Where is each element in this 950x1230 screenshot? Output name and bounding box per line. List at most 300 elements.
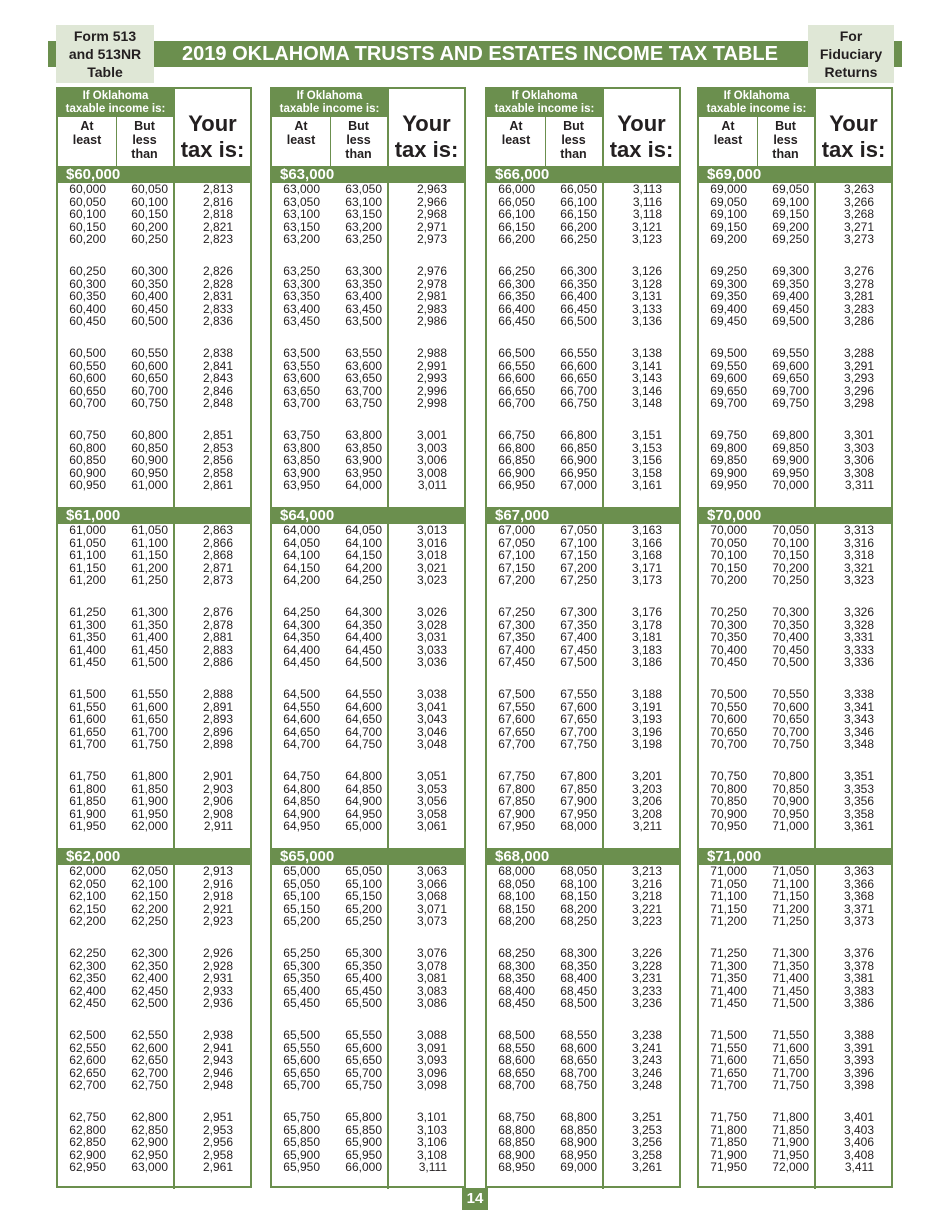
tax-value: 3,231 xyxy=(631,971,662,986)
tax-value: 3,391 xyxy=(843,1040,874,1055)
table-row xyxy=(272,524,464,537)
table-row xyxy=(272,233,464,246)
tax-value: 2,888 xyxy=(202,687,233,701)
but-less-than-value: 60,550 xyxy=(131,346,168,360)
but-less-than-value: 68,150 xyxy=(560,889,597,904)
at-least-value: 70,200 xyxy=(710,573,747,588)
at-least-value: 62,750 xyxy=(69,1110,106,1124)
but-less-than-value: 63,850 xyxy=(345,440,382,455)
but-less-than-value: 67,500 xyxy=(560,655,597,670)
at-least-value: 60,800 xyxy=(69,440,106,455)
tax-value: 3,058 xyxy=(416,806,447,821)
label-line: If Oklahoma xyxy=(82,90,149,102)
at-least-value: 61,400 xyxy=(69,642,106,657)
at-least-value: 64,500 xyxy=(283,687,320,701)
at-least-value: 70,400 xyxy=(710,642,747,657)
tax-value: 2,961 xyxy=(202,1160,233,1175)
row-group xyxy=(699,183,891,265)
table-row xyxy=(272,865,464,878)
label-line: least xyxy=(501,133,531,147)
but-less-than-value: 66,700 xyxy=(560,383,597,398)
tax-value: 3,033 xyxy=(416,642,447,657)
at-least-value: 61,950 xyxy=(69,819,106,834)
but-less-than-value: 60,950 xyxy=(131,465,168,480)
but-less-than-header xyxy=(757,119,814,161)
row-group xyxy=(487,1029,679,1111)
but-less-than-value: 64,300 xyxy=(345,605,382,619)
tax-value: 3,301 xyxy=(843,428,874,442)
but-less-than-value: 65,750 xyxy=(345,1078,382,1093)
table-row xyxy=(699,972,891,985)
but-less-than-value: 68,700 xyxy=(560,1065,597,1080)
at-least-value: 69,450 xyxy=(710,314,747,329)
but-less-than-value: 69,700 xyxy=(772,383,809,398)
table-row xyxy=(699,1111,891,1124)
table-row xyxy=(699,656,891,669)
fiduciary-label xyxy=(808,25,894,83)
at-least-value: 64,850 xyxy=(283,794,320,809)
table-row xyxy=(699,454,891,467)
at-least-value: 61,750 xyxy=(69,769,106,783)
table-row xyxy=(487,631,679,644)
but-less-than-value: 69,000 xyxy=(560,1160,597,1175)
tax-value: 3,218 xyxy=(631,889,662,904)
but-less-than-value: 60,150 xyxy=(131,207,168,222)
but-less-than-value: 67,650 xyxy=(560,712,597,727)
tax-value: 3,341 xyxy=(843,699,874,714)
at-least-value: 61,300 xyxy=(69,617,106,632)
tax-value: 3,408 xyxy=(843,1147,874,1162)
at-least-value: 68,050 xyxy=(498,876,535,891)
tax-value: 3,091 xyxy=(416,1040,447,1055)
table-row xyxy=(487,1054,679,1067)
label-line: taxable income is: xyxy=(65,103,166,115)
but-less-than-value: 65,550 xyxy=(345,1028,382,1042)
row-group xyxy=(272,606,464,688)
but-less-than-value: 61,050 xyxy=(131,523,168,537)
table-row xyxy=(272,820,464,833)
at-least-value: 67,350 xyxy=(498,630,535,645)
but-less-than-value: 61,400 xyxy=(131,630,168,645)
at-least-value: 63,450 xyxy=(283,314,320,329)
tax-value: 3,061 xyxy=(416,819,447,834)
at-least-value: 67,400 xyxy=(498,642,535,657)
but-less-than-value: 61,150 xyxy=(131,548,168,563)
at-least-value: 69,250 xyxy=(710,264,747,278)
form-label-line: Form 513 xyxy=(73,28,137,44)
tax-value: 3,203 xyxy=(631,781,662,796)
tax-value: 3,233 xyxy=(631,983,662,998)
but-less-than-value: 65,000 xyxy=(345,819,382,834)
income-band-heading: $68,000 xyxy=(487,848,679,865)
at-least-value: 65,400 xyxy=(283,983,320,998)
but-less-than-value: 61,200 xyxy=(131,560,168,575)
row-group xyxy=(58,347,250,429)
oklahoma-income-label xyxy=(58,89,173,117)
table-row xyxy=(487,997,679,1010)
tax-value: 2,906 xyxy=(202,794,233,809)
but-less-than-value: 71,750 xyxy=(772,1078,809,1093)
row-group xyxy=(272,524,464,606)
but-less-than-value: 71,950 xyxy=(772,1147,809,1162)
tax-value: 2,931 xyxy=(202,971,233,986)
table-row xyxy=(487,233,679,246)
but-less-than-value: 70,350 xyxy=(772,617,809,632)
at-least-value: 60,250 xyxy=(69,264,106,278)
table-row xyxy=(272,688,464,701)
label-line: taxable income is: xyxy=(494,103,595,115)
at-least-value: 62,200 xyxy=(69,914,106,929)
at-least-value: 60,850 xyxy=(69,453,106,468)
but-less-than-value: 67,200 xyxy=(560,560,597,575)
at-least-value: 62,400 xyxy=(69,983,106,998)
but-less-than-value: 60,300 xyxy=(131,264,168,278)
at-least-value: 62,800 xyxy=(69,1122,106,1137)
at-least-value: 69,400 xyxy=(710,301,747,316)
tax-value: 3,241 xyxy=(631,1040,662,1055)
tax-value: 3,121 xyxy=(631,219,662,234)
tax-value: 3,371 xyxy=(843,901,874,916)
but-less-than-value: 65,900 xyxy=(345,1135,382,1150)
tax-value: 3,376 xyxy=(843,946,874,960)
tax-value: 3,251 xyxy=(631,1110,662,1124)
at-least-value: 61,650 xyxy=(69,724,106,739)
at-least-value: 60,300 xyxy=(69,276,106,291)
at-least-value: 65,550 xyxy=(283,1040,320,1055)
table-row xyxy=(272,972,464,985)
at-least-value: 65,050 xyxy=(283,876,320,891)
at-least-value: 67,250 xyxy=(498,605,535,619)
tax-value: 3,028 xyxy=(416,617,447,632)
at-least-value: 67,150 xyxy=(498,560,535,575)
but-less-than-value: 63,600 xyxy=(345,358,382,373)
but-less-than-value: 70,400 xyxy=(772,630,809,645)
tax-value: 2,831 xyxy=(202,289,233,304)
at-least-value: 67,200 xyxy=(498,573,535,588)
but-less-than-value: 64,900 xyxy=(345,794,382,809)
but-less-than-value: 68,550 xyxy=(560,1028,597,1042)
row-group xyxy=(699,1111,891,1193)
at-least-value: 62,450 xyxy=(69,996,106,1011)
table-row xyxy=(487,549,679,562)
but-less-than-value: 70,850 xyxy=(772,781,809,796)
tax-value: 3,321 xyxy=(843,560,874,575)
form-label-line: Table xyxy=(87,64,123,80)
but-less-than-value: 68,250 xyxy=(560,914,597,929)
but-less-than-value: 68,650 xyxy=(560,1053,597,1068)
but-less-than-value: 64,850 xyxy=(345,781,382,796)
but-less-than-value: 65,950 xyxy=(345,1147,382,1162)
tax-value: 3,206 xyxy=(631,794,662,809)
at-least-value: 68,650 xyxy=(498,1065,535,1080)
at-least-value: 68,900 xyxy=(498,1147,535,1162)
but-less-than-value: 64,200 xyxy=(345,560,382,575)
at-least-value: 62,650 xyxy=(69,1065,106,1080)
but-less-than-value: 71,050 xyxy=(772,864,809,878)
but-less-than-value: 61,500 xyxy=(131,655,168,670)
but-less-than-value: 66,550 xyxy=(560,346,597,360)
table-row xyxy=(272,183,464,196)
form-label-line: and 513NR xyxy=(68,46,142,62)
tax-value: 3,316 xyxy=(843,535,874,550)
form-label xyxy=(56,25,154,83)
but-less-than-value: 64,750 xyxy=(345,737,382,752)
but-less-than-value: 60,250 xyxy=(131,232,168,247)
at-least-value: 67,700 xyxy=(498,737,535,752)
row-group xyxy=(699,688,891,770)
but-less-than-value: 62,850 xyxy=(131,1122,168,1137)
tax-value: 3,131 xyxy=(631,289,662,304)
at-least-value: 71,350 xyxy=(710,971,747,986)
table-row xyxy=(699,770,891,783)
at-least-value: 70,850 xyxy=(710,794,747,809)
tax-value: 3,051 xyxy=(416,769,447,783)
at-least-value: 71,450 xyxy=(710,996,747,1011)
but-less-than-value: 64,000 xyxy=(345,478,382,493)
row-group xyxy=(487,183,679,265)
but-less-than-value: 70,700 xyxy=(772,724,809,739)
tax-value: 2,841 xyxy=(202,358,233,373)
tax-value: 2,913 xyxy=(202,864,233,878)
tax-value: 3,328 xyxy=(843,617,874,632)
at-least-value: 65,250 xyxy=(283,946,320,960)
at-least-value: 66,250 xyxy=(498,264,535,278)
label-line: than xyxy=(772,147,799,161)
but-less-than-value: 66,000 xyxy=(345,1160,382,1175)
but-less-than-value: 65,850 xyxy=(345,1122,382,1137)
at-least-value: 67,450 xyxy=(498,655,535,670)
income-band-section xyxy=(272,865,464,1189)
but-less-than-value: 67,550 xyxy=(560,687,597,701)
table-row xyxy=(58,574,250,587)
tax-value: 3,001 xyxy=(416,428,447,442)
tax-value: 3,336 xyxy=(843,655,874,670)
table-row xyxy=(58,795,250,808)
income-band-section xyxy=(487,524,679,848)
at-least-value: 68,000 xyxy=(498,864,535,878)
at-least-value: 61,600 xyxy=(69,712,106,727)
row-group xyxy=(699,1029,891,1111)
your-tax-header xyxy=(389,111,464,163)
row-group xyxy=(699,429,891,511)
but-less-than-value: 71,550 xyxy=(772,1028,809,1042)
at-least-value: 63,250 xyxy=(283,264,320,278)
table-row xyxy=(699,738,891,751)
but-less-than-value: 68,450 xyxy=(560,983,597,998)
tax-value: 3,038 xyxy=(416,687,447,701)
but-less-than-value: 62,350 xyxy=(131,958,168,973)
but-less-than-value: 67,750 xyxy=(560,737,597,752)
at-least-value: 66,400 xyxy=(498,301,535,316)
tax-value: 3,146 xyxy=(631,383,662,398)
table-row xyxy=(487,524,679,537)
tax-value: 3,026 xyxy=(416,605,447,619)
tax-value: 2,911 xyxy=(203,819,233,834)
tax-value: 2,993 xyxy=(416,371,447,386)
at-least-value: 65,950 xyxy=(283,1160,320,1175)
but-less-than-value: 61,650 xyxy=(131,712,168,727)
but-less-than-value: 70,000 xyxy=(772,478,809,493)
table-row xyxy=(487,479,679,492)
label-line: tax is: xyxy=(821,137,886,162)
but-less-than-value: 62,250 xyxy=(131,914,168,929)
tax-value: 2,893 xyxy=(202,712,233,727)
tax-value: 3,041 xyxy=(416,699,447,714)
at-least-value: 69,550 xyxy=(710,358,747,373)
at-least-value: 61,200 xyxy=(69,573,106,588)
row-group xyxy=(272,1111,464,1193)
at-least-value: 61,250 xyxy=(69,605,106,619)
but-less-than-value: 63,950 xyxy=(345,465,382,480)
tax-value: 3,136 xyxy=(631,314,662,329)
at-least-value: 61,550 xyxy=(69,699,106,714)
table-row xyxy=(272,1054,464,1067)
but-less-than-value: 63,900 xyxy=(345,453,382,468)
income-band-heading: $60,000 xyxy=(58,166,250,183)
tax-value: 3,338 xyxy=(843,687,874,701)
at-least-value: 68,800 xyxy=(498,1122,535,1137)
at-least-value: 67,900 xyxy=(498,806,535,821)
table-row xyxy=(58,972,250,985)
table-row xyxy=(699,208,891,221)
tax-value: 3,333 xyxy=(843,642,874,657)
row-group xyxy=(272,688,464,770)
at-least-value: 63,050 xyxy=(283,194,320,209)
table-row xyxy=(699,574,891,587)
tax-value: 3,183 xyxy=(631,642,662,657)
but-less-than-value: 69,850 xyxy=(772,440,809,455)
at-least-value: 68,450 xyxy=(498,996,535,1011)
at-least-header xyxy=(699,119,757,147)
table-row xyxy=(58,315,250,328)
table-row xyxy=(58,947,250,960)
page-title: 2019 OKLAHOMA TRUSTS AND ESTATES INCOME TAX TABLE xyxy=(182,43,778,65)
at-least-value: 64,250 xyxy=(283,605,320,619)
label-line: less xyxy=(773,133,798,147)
tax-value: 2,901 xyxy=(202,769,233,783)
income-band-heading: $61,000 xyxy=(58,507,250,524)
but-less-than-value: 68,200 xyxy=(560,901,597,916)
but-less-than-value: 69,550 xyxy=(772,346,809,360)
tax-value: 3,358 xyxy=(843,806,874,821)
at-least-value: 69,200 xyxy=(710,232,747,247)
but-less-than-value: 63,350 xyxy=(345,276,382,291)
tax-value: 3,348 xyxy=(843,737,874,752)
tax-value: 2,976 xyxy=(416,264,447,278)
income-band-section xyxy=(487,183,679,507)
but-less-than-value: 60,650 xyxy=(131,371,168,386)
but-less-than-value: 64,550 xyxy=(345,687,382,701)
at-least-value: 62,900 xyxy=(69,1147,106,1162)
at-least-value: 60,350 xyxy=(69,289,106,304)
at-least-value: 66,800 xyxy=(498,440,535,455)
income-band-heading: $69,000 xyxy=(699,166,891,183)
row-group xyxy=(487,770,679,852)
at-least-value: 60,100 xyxy=(69,207,106,222)
tax-value: 3,331 xyxy=(843,630,874,645)
tax-value: 3,286 xyxy=(843,314,874,329)
but-less-than-value: 63,500 xyxy=(345,314,382,329)
tax-value: 3,266 xyxy=(843,194,874,209)
label-line: taxable income is: xyxy=(706,103,807,115)
tax-value: 3,283 xyxy=(843,301,874,316)
table-row xyxy=(487,1079,679,1092)
but-less-than-value: 64,600 xyxy=(345,699,382,714)
income-band-section xyxy=(699,524,891,848)
row-group xyxy=(272,183,464,265)
table-row xyxy=(58,208,250,221)
row-group xyxy=(487,347,679,429)
tax-value: 2,836 xyxy=(202,314,233,329)
at-least-value: 60,600 xyxy=(69,371,106,386)
tax-value: 2,821 xyxy=(202,219,233,234)
but-less-than-value: 62,900 xyxy=(131,1135,168,1150)
tax-value: 3,313 xyxy=(843,523,874,537)
tax-value: 3,071 xyxy=(416,901,447,916)
income-band-section xyxy=(58,183,250,507)
label-line: At xyxy=(509,119,523,133)
at-least-value: 62,000 xyxy=(69,864,106,878)
label-line: At xyxy=(80,119,94,133)
table-row xyxy=(58,429,250,442)
at-least-value: 63,100 xyxy=(283,207,320,222)
tax-value: 2,833 xyxy=(202,301,233,316)
but-less-than-value: 70,550 xyxy=(772,687,809,701)
at-least-value: 66,550 xyxy=(498,358,535,373)
but-less-than-value: 66,650 xyxy=(560,371,597,386)
tax-value: 3,118 xyxy=(632,207,662,222)
at-least-value: 62,300 xyxy=(69,958,106,973)
table-row xyxy=(699,997,891,1010)
but-less-than-value: 65,800 xyxy=(345,1110,382,1124)
but-less-than-value: 69,100 xyxy=(772,194,809,209)
but-less-than-value: 65,200 xyxy=(345,901,382,916)
at-least-value: 70,100 xyxy=(710,548,747,563)
tax-value: 2,816 xyxy=(202,194,233,209)
table-row xyxy=(272,656,464,669)
table-row xyxy=(487,606,679,619)
but-less-than-value: 65,050 xyxy=(345,864,382,878)
but-less-than-value: 70,200 xyxy=(772,560,809,575)
tax-value: 3,181 xyxy=(631,630,662,645)
at-least-value: 71,000 xyxy=(710,864,747,878)
at-least-value: 67,100 xyxy=(498,548,535,563)
row-group xyxy=(699,865,891,947)
row-group xyxy=(58,524,250,606)
but-less-than-value: 62,950 xyxy=(131,1147,168,1162)
row-group xyxy=(272,429,464,511)
but-less-than-value: 69,500 xyxy=(772,314,809,329)
but-less-than-value: 64,700 xyxy=(345,724,382,739)
tax-value: 3,088 xyxy=(416,1028,447,1042)
tax-value: 3,171 xyxy=(631,560,662,575)
tax-value: 3,228 xyxy=(631,958,662,973)
but-less-than-value: 64,950 xyxy=(345,806,382,821)
fiduciary-label-line: Fiduciary xyxy=(819,46,883,62)
but-less-than-value: 68,300 xyxy=(560,946,597,960)
at-least-value: 68,700 xyxy=(498,1078,535,1093)
at-least-value: 69,800 xyxy=(710,440,747,455)
tax-value: 3,021 xyxy=(416,560,447,575)
but-less-than-value: 64,450 xyxy=(345,642,382,657)
at-least-value: 70,450 xyxy=(710,655,747,670)
table-row xyxy=(58,549,250,562)
table-row xyxy=(487,770,679,783)
table-row xyxy=(699,1029,891,1042)
tax-value: 3,006 xyxy=(416,453,447,468)
tax-value: 3,276 xyxy=(843,264,874,278)
but-less-than-value: 66,850 xyxy=(560,440,597,455)
